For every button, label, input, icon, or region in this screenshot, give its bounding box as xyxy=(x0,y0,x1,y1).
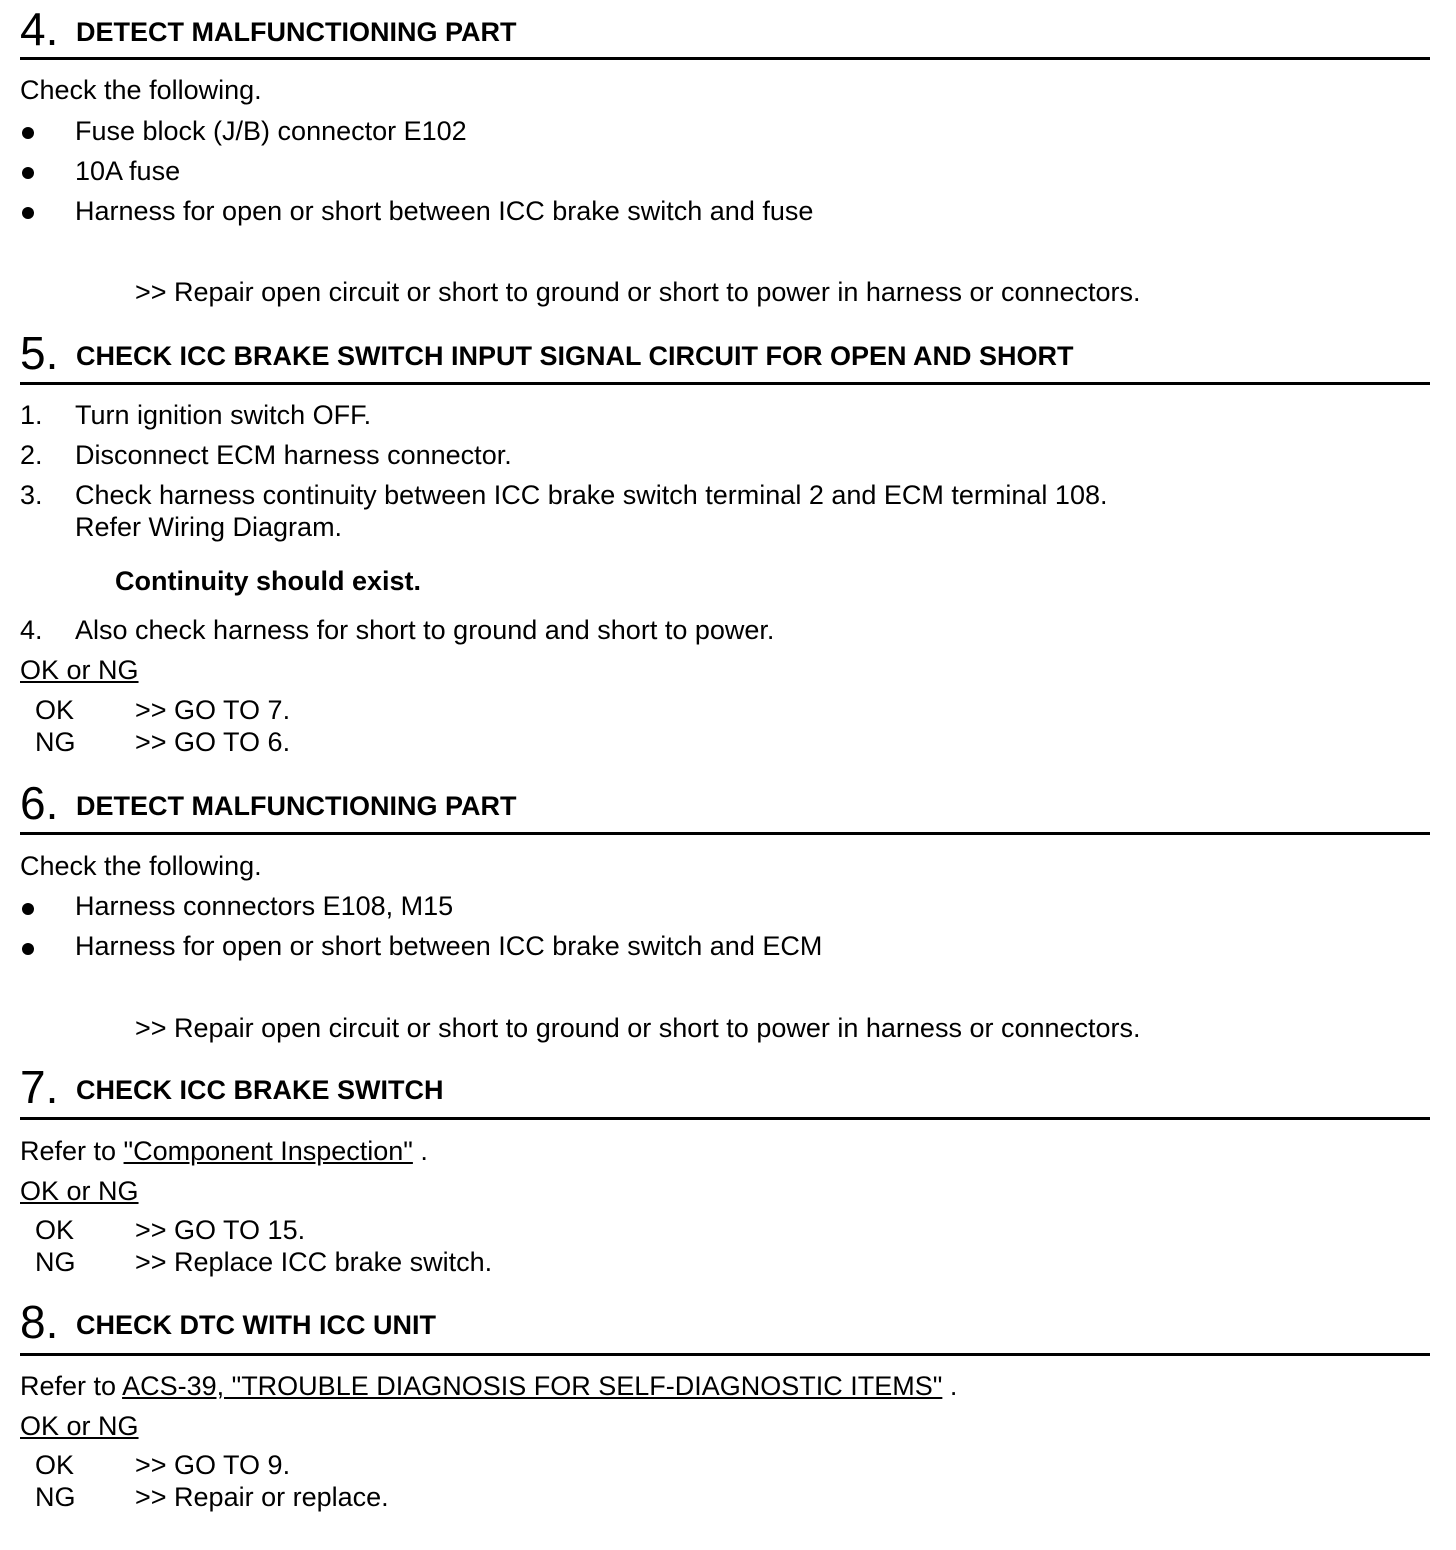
list-item: Harness for open or short between ICC brake switch and fuse xyxy=(75,196,814,226)
refer-suffix: . xyxy=(942,1371,958,1401)
refer-prefix: Refer to xyxy=(20,1371,123,1401)
acs-39-link[interactable]: ACS-39, "TROUBLE DIAGNOSIS FOR SELF-DIAGNOSTIC ITEMS" xyxy=(122,1371,943,1401)
bullet-icon xyxy=(22,903,34,915)
step-title: CHECK ICC BRAKE SWITCH xyxy=(76,1075,444,1105)
ng-action: >> Repair or replace. xyxy=(135,1482,389,1512)
bullet-icon xyxy=(22,167,34,179)
ok-action: >> GO TO 9. xyxy=(135,1450,291,1480)
divider xyxy=(20,1353,1430,1356)
step-number: 7. xyxy=(20,1061,59,1113)
intro-text: Check the following. xyxy=(20,851,262,881)
ng-action: >> GO TO 6. xyxy=(135,727,291,757)
ok-action: >> GO TO 15. xyxy=(135,1215,306,1245)
list-item: 10A fuse xyxy=(75,156,181,186)
list-number: 4. xyxy=(20,615,43,645)
intro-text: Check the following. xyxy=(20,75,262,105)
list-number: 1. xyxy=(20,400,43,430)
step-number: 8. xyxy=(20,1296,59,1348)
ok-label: OK xyxy=(35,1215,75,1245)
list-item: Fuse block (J/B) connector E102 xyxy=(75,116,467,146)
ng-label: NG xyxy=(35,727,76,757)
ok-ng-label: OK or NG xyxy=(20,1411,139,1441)
step-title: DETECT MALFUNCTIONING PART xyxy=(76,791,517,821)
bullet-icon xyxy=(22,127,34,139)
step-number: 6. xyxy=(20,777,59,829)
list-item-continuation: Refer Wiring Diagram. xyxy=(75,512,343,542)
ng-action: >> Replace ICC brake switch. xyxy=(135,1247,493,1277)
refer-line xyxy=(20,1135,428,1167)
component-inspection-link[interactable]: "Component Inspection" xyxy=(123,1136,413,1166)
ok-label: OK xyxy=(35,695,75,725)
list-item: Check harness continuity between ICC brake switch terminal 2 and ECM terminal 108. xyxy=(75,480,1108,510)
action-text: >> Repair open circuit or short to ground or short to power in harness or connectors. xyxy=(135,1013,1141,1043)
list-item: Turn ignition switch OFF. xyxy=(75,400,372,430)
step-title: CHECK ICC BRAKE SWITCH INPUT SIGNAL CIRCUIT FOR OPEN AND SHORT xyxy=(76,341,1074,371)
divider xyxy=(20,832,1430,835)
step-number: 5. xyxy=(20,327,59,379)
spec-text: Continuity should exist. xyxy=(115,566,422,596)
step-number: 4. xyxy=(20,3,59,55)
refer-prefix: Refer to xyxy=(20,1136,124,1166)
ng-label: NG xyxy=(35,1482,76,1512)
ok-ng-label: OK or NG xyxy=(20,655,139,685)
refer-suffix: . xyxy=(412,1136,428,1166)
list-item: Harness for open or short between ICC brake switch and ECM xyxy=(75,931,823,961)
ok-label: OK xyxy=(35,1450,75,1480)
divider xyxy=(20,382,1430,385)
step-title: CHECK DTC WITH ICC UNIT xyxy=(76,1310,436,1340)
step-title: DETECT MALFUNCTIONING PART xyxy=(76,17,517,47)
bullet-icon xyxy=(22,207,34,219)
list-item: Harness connectors E108, M15 xyxy=(75,891,454,921)
ok-ng-label: OK or NG xyxy=(20,1176,139,1206)
action-text: >> Repair open circuit or short to ground or short to power in harness or connectors. xyxy=(135,277,1141,307)
ng-label: NG xyxy=(35,1247,76,1277)
list-item: Disconnect ECM harness connector. xyxy=(75,440,512,470)
list-item: Also check harness for short to ground and short to power. xyxy=(75,615,775,645)
ok-action: >> GO TO 7. xyxy=(135,695,291,725)
refer-line xyxy=(20,1370,957,1402)
divider xyxy=(20,1117,1430,1120)
list-number: 2. xyxy=(20,440,43,470)
bullet-icon xyxy=(22,943,34,955)
divider xyxy=(20,57,1430,60)
list-number: 3. xyxy=(20,480,43,510)
